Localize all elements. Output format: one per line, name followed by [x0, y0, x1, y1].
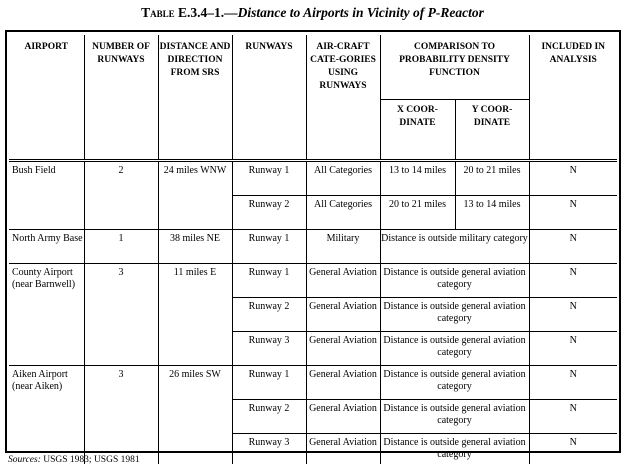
- col-y-coordinate: Y COOR-DINATE: [455, 100, 529, 161]
- aircraft-category: All Categories: [306, 196, 380, 230]
- comparison-note: Distance is outside general aviation category: [380, 298, 529, 332]
- table-source: [8, 455, 140, 465]
- source-text: USGS 1983; USGS 1981: [43, 455, 140, 465]
- col-distance: DISTANCE AND DIRECTION FROM SRS: [158, 35, 232, 161]
- included-value: N: [529, 434, 617, 465]
- comparison-note: Distance is outside general aviation category: [380, 332, 529, 366]
- col-aircraft-categories: AIR-CRAFT CATE-GORIES USING RUNWAYS: [306, 35, 380, 161]
- runway-label: Runway 1: [232, 366, 306, 400]
- aircraft-category: General Aviation: [306, 400, 380, 434]
- aircraft-category: General Aviation: [306, 366, 380, 400]
- col-included: INCLUDED IN ANALYSIS: [529, 35, 617, 161]
- runway-label: Runway 3: [232, 332, 306, 366]
- airport-name: Bush Field: [9, 161, 84, 230]
- aircraft-category: All Categories: [306, 161, 380, 196]
- runway-count: 3: [84, 264, 158, 366]
- table-row: [9, 161, 617, 196]
- distance-direction: 24 miles WNW: [158, 161, 232, 230]
- y-coordinate: 13 to 14 miles: [455, 196, 529, 230]
- table-caption: Distance to Airports in Vicinity of P-Reactor: [237, 5, 484, 20]
- runway-count: 1: [84, 230, 158, 264]
- x-coordinate: 20 to 21 miles: [380, 196, 455, 230]
- distance-direction: 11 miles E: [158, 264, 232, 366]
- comparison-note: Distance is outside general aviation category: [380, 264, 529, 298]
- col-airport: AIRPORT: [9, 35, 84, 161]
- airport-name: North Army Base: [9, 230, 84, 264]
- included-value: N: [529, 366, 617, 400]
- table-title: [0, 5, 625, 21]
- runway-label: Runway 3: [232, 434, 306, 465]
- table-header: [9, 35, 617, 161]
- table-row: [9, 230, 617, 264]
- airport-name: County Airport (near Barnwell): [9, 264, 84, 366]
- aircraft-category: General Aviation: [306, 298, 380, 332]
- runway-label: Runway 2: [232, 298, 306, 332]
- x-coordinate: 13 to 14 miles: [380, 161, 455, 196]
- comparison-note: Distance is outside general aviation category: [380, 366, 529, 400]
- table-row: [9, 366, 617, 400]
- runway-label: Runway 1: [232, 264, 306, 298]
- included-value: N: [529, 161, 617, 196]
- comparison-note: Distance is outside military category: [380, 230, 529, 264]
- included-value: N: [529, 196, 617, 230]
- aircraft-category: General Aviation: [306, 264, 380, 298]
- runway-label: Runway 2: [232, 400, 306, 434]
- table-row: [9, 264, 617, 298]
- airport-name: Aiken Airport (near Aiken): [12, 369, 68, 392]
- included-value: N: [529, 264, 617, 298]
- included-value: N: [529, 332, 617, 366]
- col-runways: RUNWAYS: [232, 35, 306, 161]
- included-value: N: [529, 400, 617, 434]
- col-x-coordinate: X COOR-DINATE: [380, 100, 455, 161]
- table-number: Table E.3.4–1.: [141, 5, 225, 20]
- title-dash: —: [224, 5, 238, 20]
- aircraft-category: General Aviation: [306, 434, 380, 465]
- airport-distance-table: [9, 35, 617, 464]
- included-value: N: [529, 230, 617, 264]
- runway-label: Runway 1: [232, 161, 306, 196]
- runway-count: 2: [84, 161, 158, 230]
- table-body: [9, 161, 617, 465]
- runway-label: Runway 2: [232, 196, 306, 230]
- distance-direction: 26 miles SW: [158, 366, 232, 465]
- aircraft-category: General Aviation: [306, 332, 380, 366]
- col-num-runways: NUMBER OF RUNWAYS: [84, 35, 158, 161]
- included-value: N: [529, 298, 617, 332]
- y-coordinate: 20 to 21 miles: [455, 161, 529, 196]
- col-comparison: COMPARISON TO PROBABILITY DENSITY FUNCTION: [380, 35, 529, 100]
- runway-count: 3: [84, 366, 158, 465]
- aircraft-category: Military: [306, 230, 380, 264]
- source-label: Sources:: [8, 455, 41, 465]
- distance-direction: 38 miles NE: [158, 230, 232, 264]
- comparison-note: Distance is outside general aviation category: [380, 434, 529, 465]
- runway-label: Runway 1: [232, 230, 306, 264]
- comparison-note: Distance is outside general aviation category: [380, 400, 529, 434]
